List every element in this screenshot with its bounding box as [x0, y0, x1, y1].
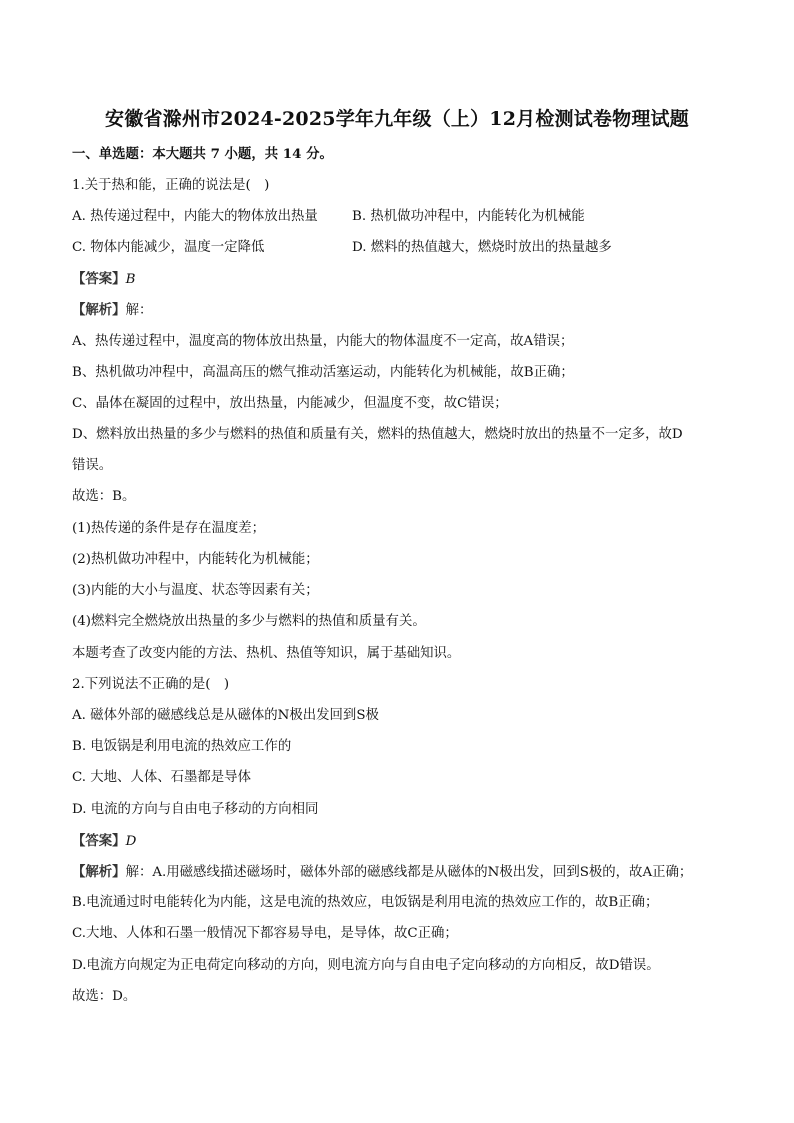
- q2-analysis-a: 解：A.用磁感线描述磁场时，磁体外部的磁感线都是从磁体的N极出发，回到S极的，故A正确；: [125, 865, 693, 880]
- q1-analysis-c: C、晶体在凝固的过程中，放出热量，内能减少，但温度不变，故C错误；: [72, 396, 508, 411]
- q1-summary: 本题考查了改变内能的方法、热机、热值等知识，属于基础知识。: [72, 646, 461, 661]
- q1-analysis-tag: 解析: [85, 302, 113, 318]
- q2-answer-value: D: [125, 834, 137, 849]
- q2-option-d: D. 电流的方向与自由电子移动的方向相同: [72, 802, 319, 817]
- q2-answer: 【答案】D: [72, 833, 137, 849]
- q2-option-b: B. 电饭锅是利用电流的热效应工作的: [72, 739, 292, 754]
- q1-analysis-b: B、热机做功冲程中，高温高压的燃气推动活塞运动，内能转化为机械能，故B正确；: [72, 365, 574, 380]
- q1-analysis-heading: 【解析】解：: [72, 302, 153, 318]
- q1-option-d: D. 燃料的热值越大，燃烧时放出的热量越多: [352, 240, 612, 255]
- q1-stem: 1.关于热和能，正确的说法是( ): [72, 178, 270, 193]
- q1-option-b: B. 热机做功冲程中，内能转化为机械能: [352, 209, 585, 224]
- q2-option-a: A. 磁体外部的磁感线总是从磁体的N极出发回到S极: [72, 708, 379, 723]
- q1-analysis-a: A、热传递过程中，温度高的物体放出热量，内能大的物体温度不一定高，故A错误；: [72, 334, 574, 349]
- q2-analysis-b: B.电流通过时电能转化为内能，这是电流的热效应，电饭锅是利用电流的热效应工作的，故B正确；: [72, 895, 659, 910]
- q1-point-2: (2)热机做功冲程中，内能转化为机械能；: [72, 552, 319, 567]
- q1-point-1: (1)热传递的条件是存在温度差；: [72, 521, 266, 536]
- q1-analysis-d-cont: 错误。: [72, 458, 113, 473]
- q1-choose: 故选：B。: [72, 489, 136, 504]
- q1-analysis-intro: 解：: [125, 303, 153, 318]
- q1-option-row-1: [72, 208, 318, 226]
- page-title: 安徽省滁州市2024-2025学年九年级（上）12月检测试卷物理试题: [105, 108, 689, 130]
- q1-answer-value: B: [125, 272, 136, 287]
- q2-analysis-tag: 解析: [85, 864, 113, 880]
- q2-analysis-c: C.大地、人体和石墨一般情况下都容易导电，是导体，故C正确；: [72, 926, 458, 941]
- q1-answer: 【答案】B: [72, 271, 136, 287]
- q2-choose: 故选：D。: [72, 989, 137, 1004]
- q1-point-3: (3)内能的大小与温度、状态等因素有关；: [72, 583, 319, 598]
- q1-answer-tag: 答案: [85, 271, 113, 287]
- q2-answer-tag: 答案: [85, 833, 113, 849]
- q2-stem: 2.下列说法不正确的是( ): [72, 677, 230, 692]
- q1-point-4: (4)燃料完全燃烧放出热量的多少与燃料的热值和质量有关。: [72, 614, 426, 629]
- q1-analysis-d: D、燃料放出热量的多少与燃料的热值和质量有关，燃料的热值越大，燃烧时放出的热量不一定多，故D: [72, 427, 683, 442]
- q2-analysis-d: D.电流方向规定为正电荷定向移动的方向，则电流方向与自由电子定向移动的方向相反，故D错误。: [72, 958, 660, 973]
- section-heading: 一、单选题：本大题共 7 小题，共 14 分。: [72, 146, 333, 162]
- q1-option-a: A. 热传递过程中，内能大的物体放出热量: [72, 209, 318, 224]
- q2-analysis-line-1: 【解析】解：A.用磁感线描述磁场时，磁体外部的磁感线都是从磁体的N极出发，回到S极的，故A正确；: [72, 864, 693, 880]
- q1-option-c: C. 物体内能减少，温度一定降低: [72, 240, 265, 255]
- q2-option-c: C. 大地、人体、石墨都是导体: [72, 770, 251, 785]
